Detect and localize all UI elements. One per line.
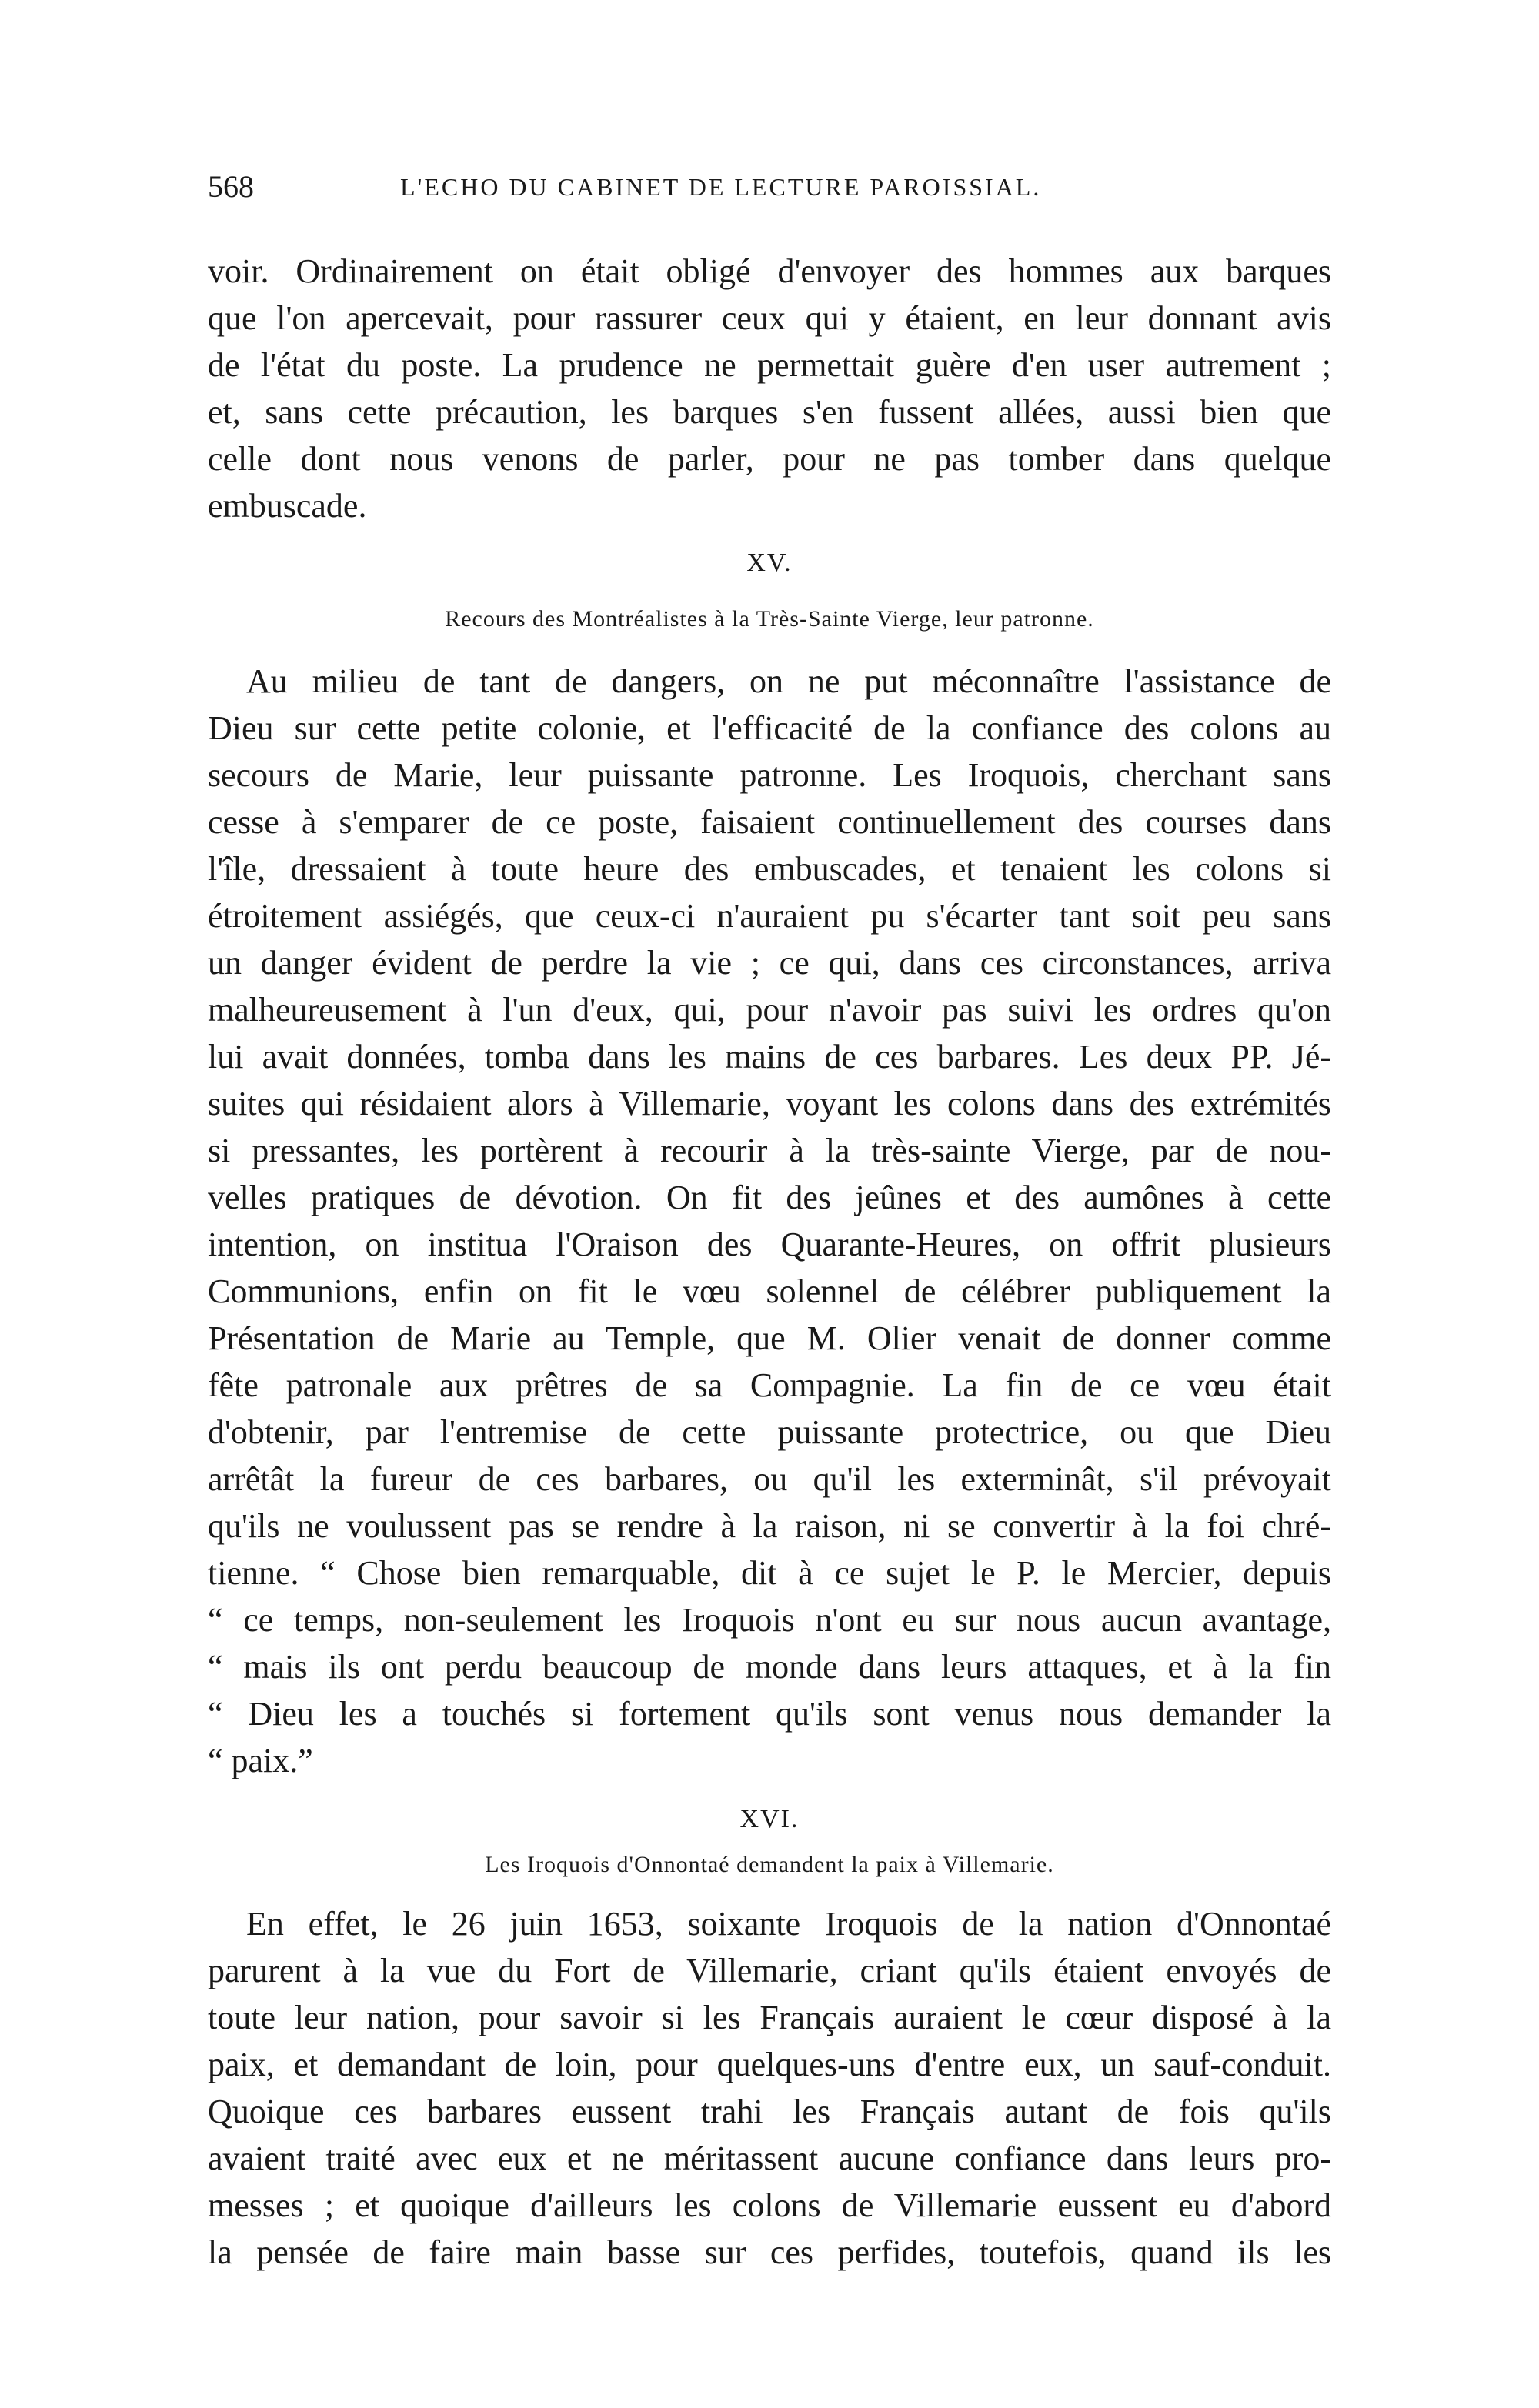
text-line: messes ; et quoique d'ailleurs les colons de Villemarie eussent eu d'abord: [208, 2186, 1331, 2224]
text-line: avaient traité avec eux et ne méritassent aucune confiance dans leurs pro-: [208, 2140, 1331, 2177]
text-line: “ paix.”: [208, 1742, 313, 1779]
text-line: de l'état du poste. La prudence ne permettait guère d'en user autrement ;: [208, 346, 1331, 384]
running-head: [208, 168, 1331, 206]
section-heading-xvi: Les Iroquois d'Onnontaé demandent la paix à Villemarie.: [485, 1852, 1054, 1877]
text-line: et, sans cette précaution, les barques s'en fussent allées, aussi bien que: [208, 393, 1331, 431]
text-line: que l'on apercevait, pour rassurer ceux qui y étaient, en leur donnant avis: [208, 299, 1331, 337]
text-line: secours de Marie, leur puissante patronne. Les Iroquois, cherchant sans: [208, 756, 1331, 794]
text-line: celle dont nous venons de parler, pour ne pas tomber dans quelque: [208, 440, 1331, 478]
text-line: un danger évident de perdre la vie ; ce qui, dans ces circonstances, arriva: [208, 944, 1331, 982]
text-line: “ Dieu les a touchés si fortement qu'ils sont venus nous demander la: [208, 1695, 1331, 1733]
text-line: étroitement assiégés, que ceux-ci n'auraient pu s'écarter tant soit peu sans: [208, 897, 1331, 935]
text-line: l'île, dressaient à toute heure des embuscades, et tenaient les colons si: [208, 850, 1331, 888]
text-line: Communions, enfin on fit le vœu solennel de célébrer publiquement la: [208, 1272, 1331, 1310]
text-line: d'obtenir, par l'entremise de cette puissante protectrice, ou que Dieu: [208, 1413, 1331, 1451]
text-line: paix, et demandant de loin, pour quelques-uns d'entre eux, un sauf-conduit.: [208, 2046, 1331, 2083]
text-line: qu'ils ne voulussent pas se rendre à la raison, ni se convertir à la foi chré-: [208, 1507, 1331, 1545]
running-title: L'ECHO DU CABINET DE LECTURE PAROISSIAL.: [400, 173, 1042, 201]
text-line: toute leur nation, pour savoir si les Français auraient le cœur disposé à la: [208, 1999, 1331, 2036]
section-number-xv: XV.: [746, 549, 793, 577]
text-line: suites qui résidaient alors à Villemarie, voyant les colons dans des extrémités: [208, 1085, 1331, 1122]
text-line: “ mais ils ont perdu beaucoup de monde dans leurs attaques, et à la fin: [208, 1648, 1331, 1686]
text-line: Quoique ces barbares eussent trahi les Français autant de fois qu'ils: [208, 2093, 1331, 2130]
text-line: En effet, le 26 juin 1653, soixante Iroquois de la nation d'Onnontaé: [246, 1905, 1331, 1943]
section-number-xvi: XVI.: [739, 1805, 800, 1833]
text-line: voir. Ordinairement on était obligé d'envoyer des hommes aux barques: [208, 252, 1331, 290]
text-line: si pressantes, les portèrent à recourir à la très-sainte Vierge, par de nou-: [208, 1132, 1331, 1169]
page-number: 568: [208, 169, 254, 204]
text-line: malheureusement à l'un d'eux, qui, pour n'avoir pas suivi les ordres qu'on: [208, 991, 1331, 1029]
section-xvi-body: [208, 1900, 1331, 2276]
text-line: Dieu sur cette petite colonie, et l'efficacité de la confiance des colons au: [208, 709, 1331, 747]
text-line: cesse à s'emparer de ce poste, faisaient continuellement des courses dans: [208, 803, 1331, 841]
text-line: intention, on institua l'Oraison des Quarante-Heures, on offrit plusieurs: [208, 1226, 1331, 1263]
text-line: arrêtât la fureur de ces barbares, ou qu'il les exterminât, s'il prévoyait: [208, 1460, 1331, 1498]
text-line: la pensée de faire main basse sur ces perfides, toutefois, quand ils les: [208, 2233, 1331, 2271]
text-line: velles pratiques de dévotion. On fit des jeûnes et des aumônes à cette: [208, 1179, 1331, 1216]
text-line: Présentation de Marie au Temple, que M. Olier venait de donner comme: [208, 1319, 1331, 1357]
text-line: fête patronale aux prêtres de sa Compagnie. La fin de ce vœu était: [208, 1366, 1331, 1404]
text-line: parurent à la vue du Fort de Villemarie, criant qu'ils étaient envoyés de: [208, 1952, 1331, 1989]
text-line: lui avait données, tomba dans les mains de ces barbares. Les deux PP. Jé-: [208, 1038, 1331, 1076]
opening-paragraph: [208, 248, 1331, 529]
text-line: embuscade.: [208, 487, 367, 525]
text-line: Au milieu de tant de dangers, on ne put méconnaître l'assistance de: [246, 662, 1331, 700]
text-line: tienne. “ Chose bien remarquable, dit à ce sujet le P. le Mercier, depuis: [208, 1554, 1331, 1592]
section-heading-xv: Recours des Montréalistes à la Très-Sainte Vierge, leur patronne.: [445, 606, 1094, 632]
section-xv-body: [208, 658, 1331, 1784]
text-line: “ ce temps, non-seulement les Iroquois n'ont eu sur nous aucun avantage,: [208, 1601, 1331, 1639]
